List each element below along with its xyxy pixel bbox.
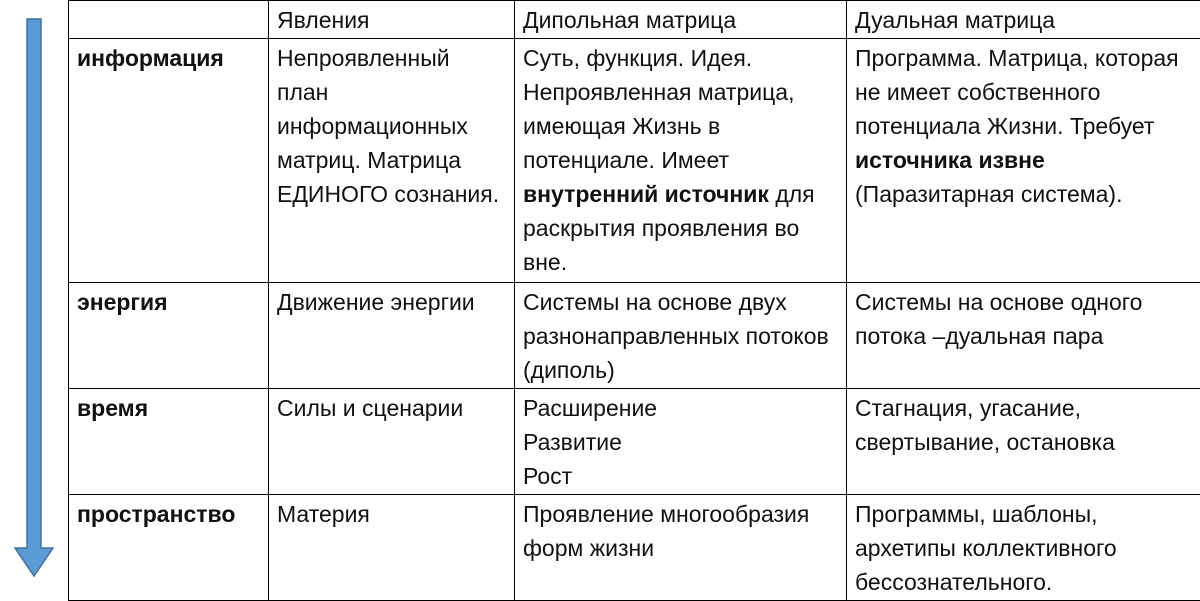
- text-segment: (Паразитарная система).: [855, 181, 1122, 207]
- cell-dipole: Проявление многообразия форм жизни: [515, 495, 847, 601]
- table-row-energy: [69, 283, 1200, 389]
- cell-dipole: Системы на основе двух разнонаправленных потоков (диполь): [515, 283, 847, 389]
- row-label-space: пространство: [69, 495, 269, 601]
- arrow-shape: [15, 19, 53, 576]
- table-row-space: [69, 495, 1200, 601]
- list-line: Рост: [523, 459, 838, 493]
- header-dual-matrix: Дуальная матрица: [847, 1, 1200, 39]
- comparison-table: [68, 0, 1200, 601]
- header-empty-cell: [69, 1, 269, 39]
- list-line: Развитие: [523, 425, 838, 459]
- text-segment: Суть, функция. Идея. Непроявленная матрица, имеющая Жизнь в потенциале. Имеет: [523, 45, 794, 173]
- row-label-time: время: [69, 389, 269, 495]
- bold-segment: внутренний источник: [523, 181, 769, 207]
- list-line: Расширение: [523, 391, 838, 425]
- header-phenomena: Явления: [269, 1, 515, 39]
- cell-dipole: [515, 39, 847, 283]
- cell-phenomena: Материя: [269, 495, 515, 601]
- cell-dual: Программы, шаблоны, архетипы коллективного бессознательного.: [847, 495, 1200, 601]
- row-label-energy: энергия: [69, 283, 269, 389]
- bold-segment: источника извне: [855, 147, 1045, 173]
- text-segment: Программа. Матрица, которая не имеет собственного потенциала Жизни. Требует: [855, 45, 1179, 139]
- down-arrow-icon: [12, 18, 56, 578]
- table-row-time: [69, 389, 1200, 495]
- table-row-information: [69, 39, 1200, 283]
- row-label-information: информация: [69, 39, 269, 283]
- header-row: [69, 1, 1200, 39]
- cell-dual: Системы на основе одного потока –дуальная пара: [847, 283, 1200, 389]
- text-segment: для раскрытия проявления во вне.: [523, 181, 815, 275]
- cell-phenomena: Движение энергии: [269, 283, 515, 389]
- cell-phenomena: Непроявленный план информационных матриц. Матрица ЕДИНОГО сознания.: [269, 39, 515, 283]
- cell-dipole: [515, 389, 847, 495]
- cell-phenomena: Силы и сценарии: [269, 389, 515, 495]
- cell-dual: Стагнация, угасание, свертывание, остановка: [847, 389, 1200, 495]
- header-dipole-matrix: Дипольная матрица: [515, 1, 847, 39]
- cell-dual: [847, 39, 1200, 283]
